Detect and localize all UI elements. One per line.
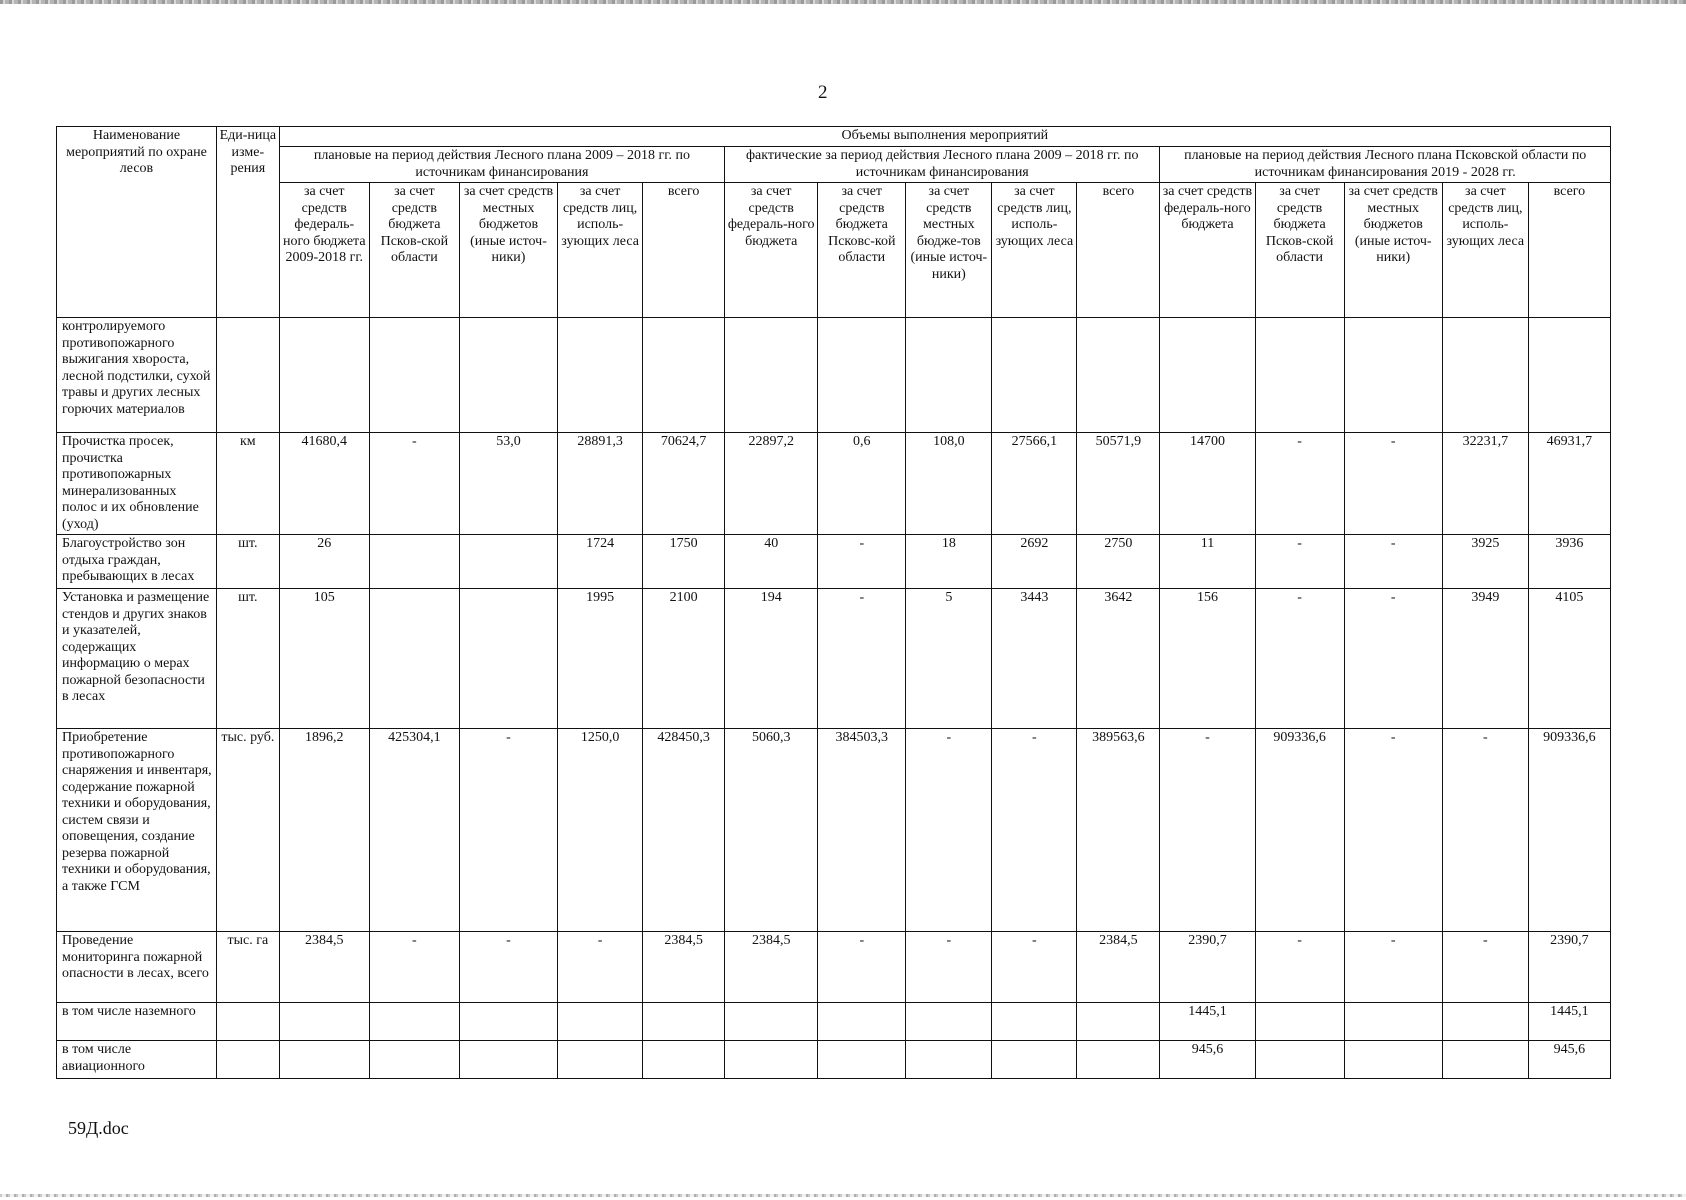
header-group-actual-2009-2018: фактические за период действия Лесного плана 2009 – 2018 гг. по источникам финансирования <box>725 147 1160 183</box>
value-cell <box>558 1003 643 1041</box>
value-cell: 909336,6 <box>1528 729 1610 932</box>
scan-edge-bottom <box>0 1194 1686 1197</box>
table-body <box>57 318 1611 1079</box>
value-cell <box>279 1041 369 1079</box>
value-cell <box>992 318 1077 433</box>
row-name-cell: Прочистка просек, прочистка противопожарных минерализованных полос и их обновление (уход) <box>57 433 217 535</box>
value-cell <box>992 1003 1077 1041</box>
value-cell: 3925 <box>1442 535 1528 589</box>
value-cell: - <box>1160 729 1255 932</box>
table-row <box>57 433 1611 535</box>
subheader-cell: за счет средств лиц, исполь-зующих леса <box>992 183 1077 318</box>
value-cell: 1724 <box>558 535 643 589</box>
subheader-cell: за счет средств бюджета Псков-ской области <box>369 183 459 318</box>
value-cell: 0,6 <box>818 433 906 535</box>
header-volumes-title: Объемы выполнения мероприятий <box>279 127 1610 147</box>
value-cell <box>1160 318 1255 433</box>
subheader-cell: за счет средств местных бюджетов (иные источ-ники) <box>1344 183 1442 318</box>
value-cell <box>279 318 369 433</box>
value-cell <box>459 589 557 729</box>
value-cell <box>818 1003 906 1041</box>
value-cell: - <box>1344 433 1442 535</box>
value-cell: - <box>1255 932 1344 1003</box>
value-cell: 53,0 <box>459 433 557 535</box>
row-name-cell: Проведение мониторинга пожарной опасности в лесах, всего <box>57 932 217 1003</box>
value-cell <box>1442 1041 1528 1079</box>
value-cell: 2390,7 <box>1160 932 1255 1003</box>
value-cell: 28891,3 <box>558 433 643 535</box>
row-name-cell: Благоустройство зон отдыха граждан, пребывающих в лесах <box>57 535 217 589</box>
value-cell <box>558 1041 643 1079</box>
value-cell: 5 <box>906 589 992 729</box>
value-cell: - <box>1255 535 1344 589</box>
value-cell <box>1344 1041 1442 1079</box>
value-cell: 3443 <box>992 589 1077 729</box>
page-number: 2 <box>818 82 828 103</box>
value-cell <box>725 1041 818 1079</box>
value-cell: 105 <box>279 589 369 729</box>
table-row <box>57 932 1611 1003</box>
table-row <box>57 535 1611 589</box>
value-cell: 18 <box>906 535 992 589</box>
value-cell <box>459 535 557 589</box>
scan-edge-top <box>0 0 1686 4</box>
value-cell: 50571,9 <box>1077 433 1160 535</box>
value-cell: 27566,1 <box>992 433 1077 535</box>
subheader-cell: за счет средств лиц, исполь-зующих леса <box>1442 183 1528 318</box>
row-unit-cell: тыс. га <box>216 932 279 1003</box>
value-cell: 156 <box>1160 589 1255 729</box>
value-cell <box>369 535 459 589</box>
footer-filename: 59Д.doc <box>68 1118 129 1138</box>
subheader-cell: всего <box>1528 183 1610 318</box>
header-group-planned-2009-2018: плановые на период действия Лесного плана 2009 – 2018 гг. по источникам финансирования <box>279 147 724 183</box>
row-unit-cell: шт. <box>216 589 279 729</box>
value-cell: 1250,0 <box>558 729 643 932</box>
row-unit-cell: шт. <box>216 535 279 589</box>
row-name-cell: в том числе авиационного <box>57 1041 217 1079</box>
value-cell: - <box>1344 932 1442 1003</box>
value-cell <box>992 1041 1077 1079</box>
value-cell <box>1077 1041 1160 1079</box>
value-cell: 22897,2 <box>725 433 818 535</box>
subheader-cell: всего <box>1077 183 1160 318</box>
value-cell: - <box>992 932 1077 1003</box>
value-cell <box>906 1003 992 1041</box>
value-cell: - <box>1255 589 1344 729</box>
value-cell: - <box>1344 589 1442 729</box>
value-cell <box>279 1003 369 1041</box>
value-cell: 4105 <box>1528 589 1610 729</box>
value-cell <box>725 1003 818 1041</box>
value-cell: - <box>818 535 906 589</box>
value-cell <box>643 1041 725 1079</box>
value-cell: - <box>459 932 557 1003</box>
value-cell: 1995 <box>558 589 643 729</box>
value-cell <box>1255 318 1344 433</box>
value-cell: 194 <box>725 589 818 729</box>
value-cell <box>1528 318 1610 433</box>
value-cell: - <box>369 433 459 535</box>
value-cell: 945,6 <box>1160 1041 1255 1079</box>
value-cell <box>818 1041 906 1079</box>
value-cell: 425304,1 <box>369 729 459 932</box>
row-unit-cell <box>216 1041 279 1079</box>
value-cell: 1896,2 <box>279 729 369 932</box>
table-row <box>57 589 1611 729</box>
value-cell: 70624,7 <box>643 433 725 535</box>
value-cell: 26 <box>279 535 369 589</box>
value-cell: 3949 <box>1442 589 1528 729</box>
fire-protection-table <box>56 126 1611 1079</box>
value-cell: 389563,6 <box>1077 729 1160 932</box>
value-cell <box>369 1003 459 1041</box>
subheader-cell: за счет средств бюджета Псковс-кой области <box>818 183 906 318</box>
row-unit-cell <box>216 318 279 433</box>
value-cell: - <box>1344 535 1442 589</box>
subheader-cell: за счет средств федераль-ного бюджета <box>725 183 818 318</box>
value-cell: 2750 <box>1077 535 1160 589</box>
value-cell: 3642 <box>1077 589 1160 729</box>
value-cell: 1750 <box>643 535 725 589</box>
value-cell: 384503,3 <box>818 729 906 932</box>
table-row <box>57 318 1611 433</box>
value-cell <box>459 1041 557 1079</box>
value-cell: 2384,5 <box>725 932 818 1003</box>
value-cell: - <box>1344 729 1442 932</box>
value-cell <box>818 318 906 433</box>
subheader-cell: за счет средств федераль-ного бюджета <box>1160 183 1255 318</box>
value-cell: - <box>818 932 906 1003</box>
value-cell <box>906 318 992 433</box>
value-cell <box>643 1003 725 1041</box>
value-cell <box>1077 318 1160 433</box>
value-cell <box>459 1003 557 1041</box>
value-cell: - <box>1442 729 1528 932</box>
value-cell <box>1077 1003 1160 1041</box>
row-name-cell: Установка и размещение стендов и других знаков и указателей, содержащих информацию о мерах пожарной безопасности в лесах <box>57 589 217 729</box>
row-name-cell: контролируемого противопожарного выжигания хвороста, лесной подстилки, сухой травы и других лесных горючих материалов <box>57 318 217 433</box>
value-cell <box>906 1041 992 1079</box>
value-cell <box>1442 318 1528 433</box>
table-row <box>57 1041 1611 1079</box>
value-cell <box>369 1041 459 1079</box>
value-cell <box>725 318 818 433</box>
value-cell <box>1344 318 1442 433</box>
value-cell: 945,6 <box>1528 1041 1610 1079</box>
value-cell: 3936 <box>1528 535 1610 589</box>
subheader-cell: за счет средств бюджета Псков-ской области <box>1255 183 1344 318</box>
table-row <box>57 1003 1611 1041</box>
value-cell: - <box>459 729 557 932</box>
value-cell <box>1442 1003 1528 1041</box>
value-cell: - <box>818 589 906 729</box>
header-subcolumns-row <box>57 183 1611 318</box>
value-cell <box>1255 1041 1344 1079</box>
header-group-planned-2019-2028: плановые на период действия Лесного плана Псковской области по источникам финансирования 2019 - 2028 гг. <box>1160 147 1611 183</box>
subheader-cell: за счет средств федераль-ного бюджета 2009-2018 гг. <box>279 183 369 318</box>
value-cell: 1445,1 <box>1160 1003 1255 1041</box>
subheader-cell: за счет средств местных бюдже-тов (иные источ-ники) <box>906 183 992 318</box>
subheader-cell: за счет средств лиц, исполь-зующих леса <box>558 183 643 318</box>
row-name-cell: Приобретение противопожарного снаряжения и инвентаря, содержание пожарной техники и оборудования, систем связи и оповещения, создание резерва пожарной техники и оборудования, а также ГСМ <box>57 729 217 932</box>
value-cell: 909336,6 <box>1255 729 1344 932</box>
value-cell <box>459 318 557 433</box>
value-cell <box>1255 1003 1344 1041</box>
value-cell <box>369 318 459 433</box>
value-cell <box>558 318 643 433</box>
value-cell: - <box>906 729 992 932</box>
value-cell <box>643 318 725 433</box>
value-cell: 14700 <box>1160 433 1255 535</box>
value-cell: - <box>369 932 459 1003</box>
value-cell: - <box>1255 433 1344 535</box>
header-name-column: Наименование мероприятий по охране лесов <box>57 127 217 318</box>
value-cell: 32231,7 <box>1442 433 1528 535</box>
row-name-cell: в том числе наземного <box>57 1003 217 1041</box>
value-cell: 41680,4 <box>279 433 369 535</box>
value-cell: 428450,3 <box>643 729 725 932</box>
row-unit-cell <box>216 1003 279 1041</box>
value-cell <box>369 589 459 729</box>
value-cell: - <box>558 932 643 1003</box>
value-cell: 11 <box>1160 535 1255 589</box>
value-cell: - <box>992 729 1077 932</box>
value-cell: - <box>1442 932 1528 1003</box>
value-cell: 108,0 <box>906 433 992 535</box>
row-unit-cell: тыс. руб. <box>216 729 279 932</box>
value-cell: - <box>906 932 992 1003</box>
value-cell: 46931,7 <box>1528 433 1610 535</box>
subheader-cell: за счет средств местных бюджетов (иные источ-ники) <box>459 183 557 318</box>
value-cell: 2692 <box>992 535 1077 589</box>
value-cell: 5060,3 <box>725 729 818 932</box>
subheader-cell: всего <box>643 183 725 318</box>
value-cell: 2384,5 <box>643 932 725 1003</box>
value-cell: 2384,5 <box>1077 932 1160 1003</box>
value-cell: 2390,7 <box>1528 932 1610 1003</box>
value-cell: 1445,1 <box>1528 1003 1610 1041</box>
header-unit-column: Еди-ница изме-рения <box>216 127 279 318</box>
value-cell: 2100 <box>643 589 725 729</box>
value-cell <box>1344 1003 1442 1041</box>
row-unit-cell: км <box>216 433 279 535</box>
value-cell: 40 <box>725 535 818 589</box>
value-cell: 2384,5 <box>279 932 369 1003</box>
table-row <box>57 729 1611 932</box>
